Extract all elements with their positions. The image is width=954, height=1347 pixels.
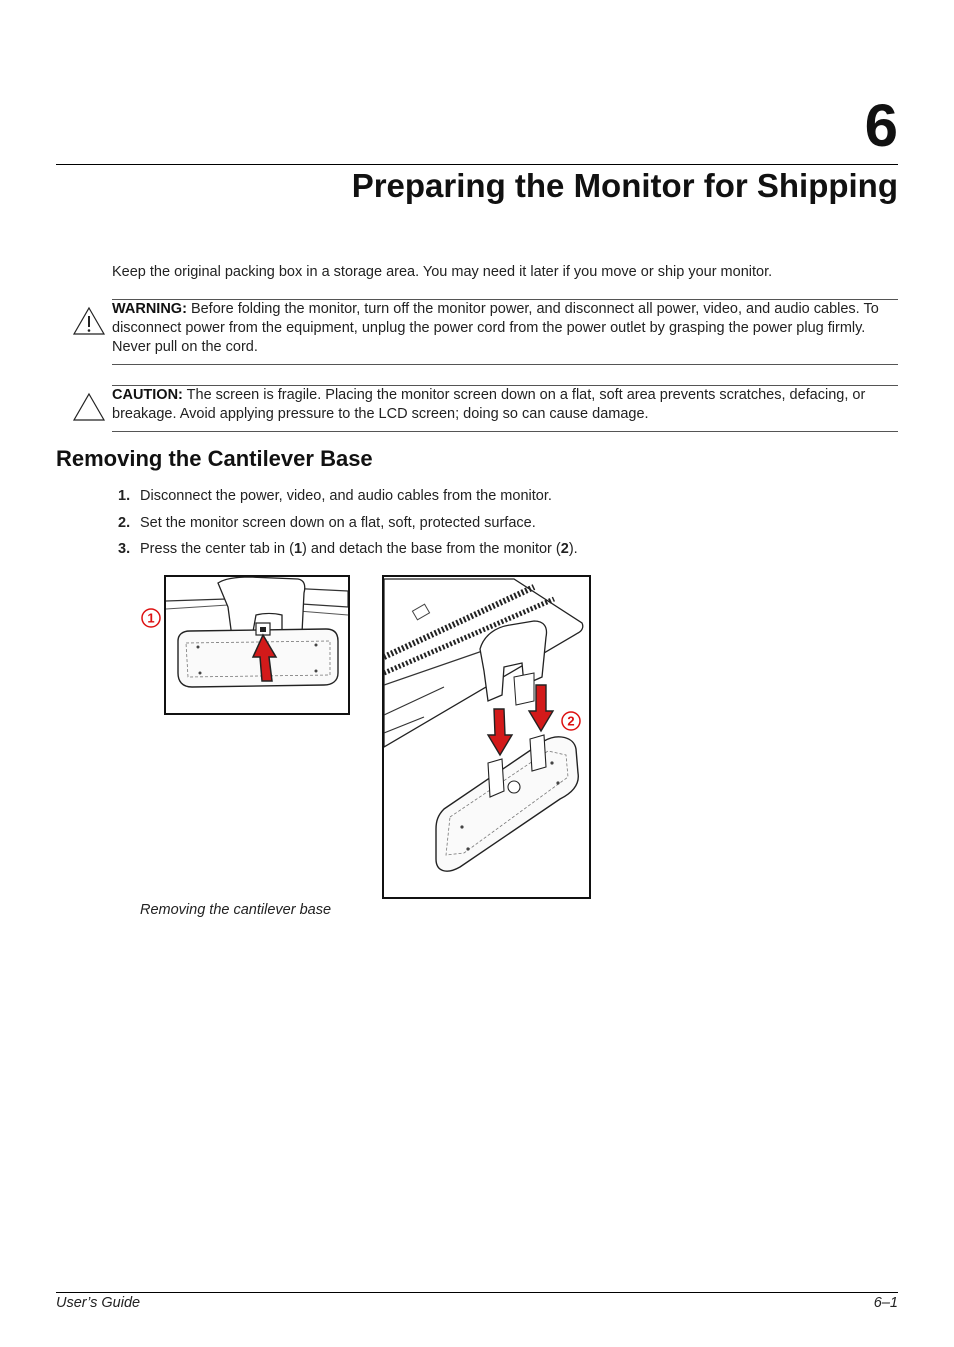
warning-bottom-rule <box>112 364 898 365</box>
caution-text: The screen is fragile. Placing the monitor screen down on a flat, soft area prevents scratches, defacing, or breakage. Avoid applying pressure to the LCD screen; doing so can cause damage. <box>112 387 866 422</box>
caution-bottom-rule <box>112 431 898 432</box>
step-text-c: ). <box>568 541 578 557</box>
step-text-a: Press the center tab in ( <box>140 541 294 557</box>
footer-divider <box>56 1292 898 1293</box>
step-text: Set the monitor screen down on a flat, soft, protected surface. <box>140 515 536 531</box>
step-callout-ref-2: 2 <box>560 541 569 557</box>
chapter-number: 6 <box>864 92 898 159</box>
step-1 <box>118 487 552 506</box>
step-2 <box>118 514 536 533</box>
callout-2-text: 2 <box>567 713 575 729</box>
step-number: 1. <box>118 488 131 504</box>
step-text: Disconnect the power, video, and audio cables from the monitor. <box>140 488 552 504</box>
warning-label: WARNING: <box>112 301 187 317</box>
callout-1-text: 1 <box>147 610 155 626</box>
caution-label: CAUTION: <box>112 387 183 403</box>
footer-page-number: 6–1 <box>873 1295 898 1311</box>
warning-text: Before folding the monitor, turn off the monitor power, and disconnect all power, video, and audio cables. To disconnect power from the equipment, unplug the power cord from the power outlet by grasping the power plug firmly. Never pull on the cord. <box>112 301 879 355</box>
intro-paragraph: Keep the original packing box in a storage area. You may need it later if you move or ship your monitor. <box>112 264 773 280</box>
footer-document-title: User’s Guide <box>56 1295 141 1311</box>
callout-2-marker <box>560 710 582 737</box>
warning-notice <box>112 300 898 357</box>
step-number: 2. <box>118 515 131 531</box>
step-text-b: ) and detach the base from the monitor ( <box>302 541 561 557</box>
section-title: Removing the Cantilever Base <box>56 446 373 471</box>
step-3 <box>118 540 578 559</box>
caution-triangle-icon <box>72 392 106 422</box>
figure-center-tab <box>164 575 350 715</box>
callout-1-marker <box>140 607 162 634</box>
chapter-title: Preparing the Monitor for Shipping <box>351 167 898 204</box>
step-callout-ref-1: 1 <box>293 541 303 557</box>
figure-caption: Removing the cantilever base <box>140 902 332 918</box>
step-number: 3. <box>118 541 131 557</box>
detach-arrow-left <box>488 709 512 755</box>
warning-triangle-icon <box>72 306 106 336</box>
caution-notice <box>112 386 898 424</box>
figure-detach-base <box>382 575 591 899</box>
